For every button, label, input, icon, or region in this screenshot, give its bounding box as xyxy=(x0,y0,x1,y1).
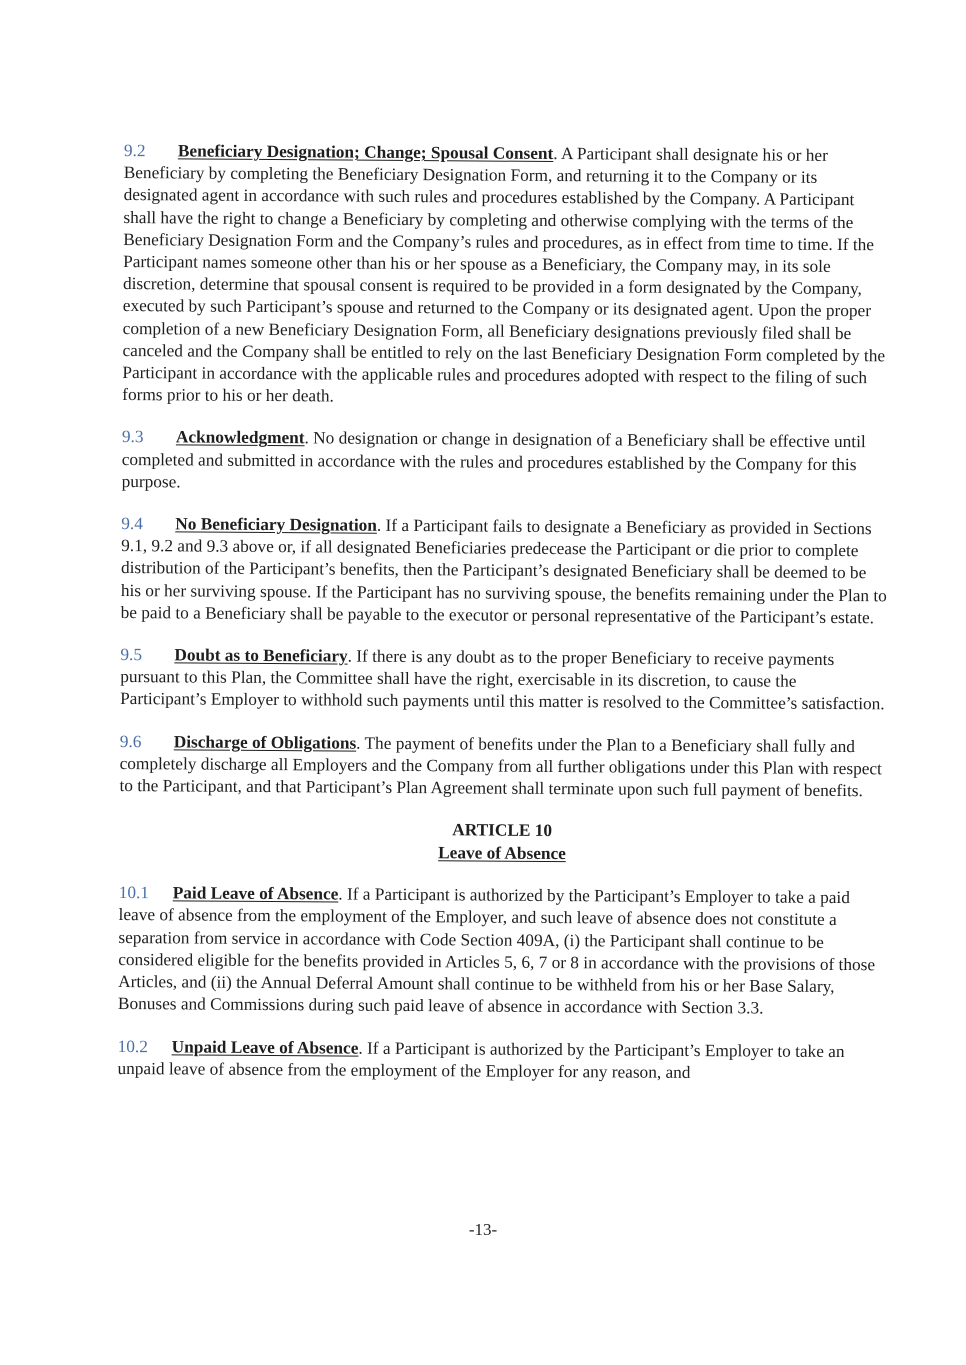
section-number: 9.5 xyxy=(120,645,143,665)
section-body: . If a Participant is authorized by the Participant’s Employer to take a paid leave of absence from the employment of the Employer, and such leave of absence does not constitute a separation from service in accordance with Code Section 409A, (i) the Participant shall continue to be considered eligible for the benefits provided in Articles 5, 6, 7 or 8 in accordance with the provisions of those Articles, and (ii) the Annual Deferral Amount shall continue to be withheld from his or her Base Salary, Bonuses and Commissions during such paid leave of absence in accordance with Section 3.3. xyxy=(117,884,876,1018)
section-number: 9.2 xyxy=(123,140,146,161)
section-9-6 xyxy=(119,731,885,803)
article-heading xyxy=(119,817,885,867)
section-10-2 xyxy=(117,1035,883,1085)
section-heading: Doubt as to Beneficiary xyxy=(174,645,348,666)
section-heading: Discharge of Obligations xyxy=(173,732,357,753)
section-heading: No Beneficiary Designation xyxy=(175,514,377,535)
article-label: ARTICLE 10 xyxy=(452,820,553,841)
section-number: 9.4 xyxy=(121,514,143,534)
section-number: 9.6 xyxy=(119,731,142,751)
section-9-4 xyxy=(121,513,888,629)
article-title: Leave of Absence xyxy=(438,842,566,863)
section-heading: Paid Leave of Absence xyxy=(172,883,339,904)
section-heading: Beneficiary Designation; Change; Spousal Consent xyxy=(177,141,554,163)
section-number: 10.1 xyxy=(118,883,150,903)
section-body: . A Participant shall designate his or her Beneficiary by completing the Beneficiary Designation Form, and returning it to the Company or its designated agent in accordance with such rules and procedures established by the Company. A Participant shall have the right to change a Beneficiary by completing and otherwise complying with the terms of the Beneficiary Designation Form and the Company’s rules and procedures, as in effect from time to time. If the Participant names someone other than his or her spouse as a Beneficiary, the Company may, in its sole discretion, determine that spousal consent is required to be provided in a form designated by the Company, executed by such Participant’s spouse and returned to the Company or its designated agent. Upon the proper completion of a new Beneficiary Designation Form, all Beneficiary designations previously filed shall be canceled and the Company shall be entitled to rely on the last Beneficiary Designation Form completed by the Participant in accordance with the applicable rules and procedures adopted with respect to the filing of such forms prior to his or her death. xyxy=(122,143,886,406)
section-9-5 xyxy=(120,644,886,716)
section-9-2 xyxy=(122,140,890,412)
section-heading: Acknowledgment xyxy=(175,427,305,448)
section-body: . If a Participant fails to designate a Beneficiary as provided in Sections 9.1, 9.2 and 9.3 above or, if all designated Beneficiaries predecease the Participant or die prior to complete distribution of the Participant’s benefits, then the Participant’s designated Beneficiary shall be deemed to be his or her surviving spouse. If the Participant has no surviving spouse, the benefits remaining under the Plan to be paid to a Beneficiary shall be payable to the executor or personal representative of the Participant’s estate. xyxy=(120,515,887,628)
section-10-1 xyxy=(118,882,885,1021)
section-number: 10.2 xyxy=(117,1036,148,1056)
section-number: 9.3 xyxy=(121,427,144,447)
section-heading: Unpaid Leave of Absence xyxy=(171,1036,359,1058)
page-content xyxy=(117,140,890,1105)
section-9-3 xyxy=(122,426,888,498)
page-number: -13- xyxy=(468,1220,498,1239)
section-body: . No designation or change in designation of a Beneficiary shall be effective until completed and submitted in accordance with the rules and procedures established by the Company for this purpose. xyxy=(121,428,866,492)
section-body: . If a Participant is authorized by the Participant’s Employer to take an unpaid leave of absence from the employment of the Employer for any reason, and xyxy=(117,1038,845,1082)
section-body: . The payment of benefits under the Plan to a Beneficiary shall fully and completely discharge all Employers and the Company from all further obligations under this Plan with respect to the Participant, and that Participant’s Plan Agreement shall terminate upon such full payment of benefits. xyxy=(119,733,882,801)
section-body: . If there is any doubt as to the proper Beneficiary to receive payments pursuant to this Plan, the Committee shall have the right, exercisable in its discretion, to cause the Participant’s Employer to withhold such payments until this matter is resolved to the Committee’s satisfaction. xyxy=(120,646,885,714)
